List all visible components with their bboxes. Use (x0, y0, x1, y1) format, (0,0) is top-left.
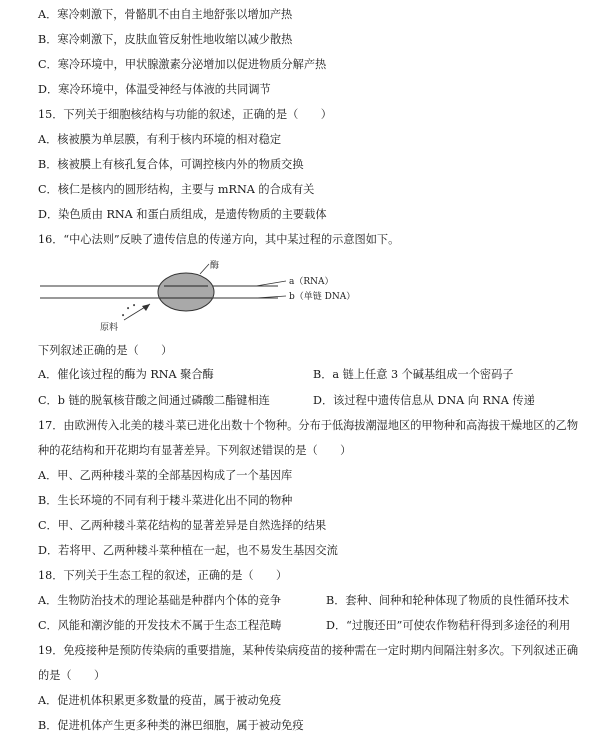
q15-option-d: D．染色质由 RNA 和蛋白质组成，是遗传物质的主要载体 (38, 208, 327, 221)
q17-option-a: A．甲、乙两种耧斗菜的全部基因构成了一个基因库 (38, 469, 293, 482)
q17-option-c: C．甲、乙两种耧斗菜花结构的显著差异是自然选择的结果 (38, 519, 327, 532)
nucleotide-mark: • (126, 305, 131, 313)
q15-option-c: C．核仁是核内的圆形结构，主要与 mRNA 的合成有关 (38, 183, 315, 196)
enzyme-pointer (200, 264, 209, 274)
strand-a-label: a（RNA） (289, 277, 334, 287)
material-arrowhead (142, 304, 150, 311)
transcription-diagram (38, 258, 598, 332)
q15-option-a: A．核被膜为单层膜，有利于核内环境的相对稳定 (38, 133, 282, 146)
q14-option-b: B．寒冷刺激下，皮肤血管反射性地收缩以减少散热 (38, 33, 293, 46)
nucleotide-mark: • (121, 312, 126, 320)
q17-stem-line1: 17．由欧洲传入北美的耧斗菜已进化出数十个物种。分布于低海拔潮湿地区的甲物种和高海拔干燥地区的乙物 (38, 419, 579, 432)
q19-stem-line2: 的是（ ） (38, 669, 106, 682)
material-label: 原料 (100, 323, 119, 332)
q18-option-b: B．套种、间种和轮种体现了物质的良性循环技术 (326, 594, 570, 607)
q18-option-a: A．生物防治技术的理论基础是种群内个体的竞争 (38, 594, 282, 607)
q16-option-b: B．a 链上任意 3 个碱基组成一个密码子 (313, 368, 514, 381)
q14-option-d: D．寒冷环境中，体温受神经与体液的共同调节 (38, 83, 271, 96)
q16-option-c: C．b 链的脱氧核苷酸之间通过磷酸二酯键相连 (38, 394, 270, 407)
q16-stem: 16．“中心法则”反映了遗传信息的传递方向，其中某过程的示意图如下。 (38, 233, 400, 246)
q17-option-d: D．若将甲、乙两种耧斗菜种植在一起，也不易发生基因交流 (38, 544, 338, 557)
q19-option-a: A．促进机体积累更多数量的疫苗，属于被动免疫 (38, 694, 282, 707)
q16-option-a: A．催化该过程的酶为 RNA 聚合酶 (38, 368, 214, 381)
q14-option-c: C．寒冷环境中，甲状腺激素分泌增加以促进物质分解产热 (38, 58, 327, 71)
enzyme-label: 酶 (210, 261, 220, 271)
nucleotide-mark: • (132, 302, 137, 310)
q15-stem: 15．下列关于细胞核结构与功能的叙述，正确的是（ ） (38, 108, 332, 121)
q16-prompt: 下列叙述正确的是（ ） (38, 344, 173, 357)
q15-option-b: B．核被膜上有核孔复合体，可调控核内外的物质交换 (38, 158, 304, 171)
q19-stem-line1: 19．免疫接种是预防传染病的重要措施，某种传染病疫苗的接种需在一定时期内间隔注射多次。下列叙述正确 (38, 644, 579, 657)
enzyme-ellipse (158, 273, 214, 311)
q18-option-d: D．“过腹还田”可使农作物秸秆得到多途径的利用 (326, 619, 571, 632)
q16-option-d: D．该过程中遗传信息从 DNA 向 RNA 传递 (313, 394, 535, 407)
q17-stem-line2: 种的花结构和开花期均有显著差异。下列叙述错误的是（ ） (38, 444, 352, 457)
q18-stem: 18．下列关于生态工程的叙述，正确的是（ ） (38, 569, 288, 582)
strand-b-label: b（单链 DNA） (289, 292, 356, 302)
q17-option-b: B．生长环境的不同有利于耧斗菜进化出不同的物种 (38, 494, 293, 507)
strand-a-pointer (256, 281, 286, 286)
q18-option-c: C．风能和潮汐能的开发技术不属于生态工程范畴 (38, 619, 282, 632)
q14-option-a: A．寒冷刺激下，骨骼肌不由自主地舒张以增加产热 (38, 8, 293, 21)
q19-option-b: B．促进机体产生更多种类的淋巴细胞，属于被动免疫 (38, 719, 304, 732)
